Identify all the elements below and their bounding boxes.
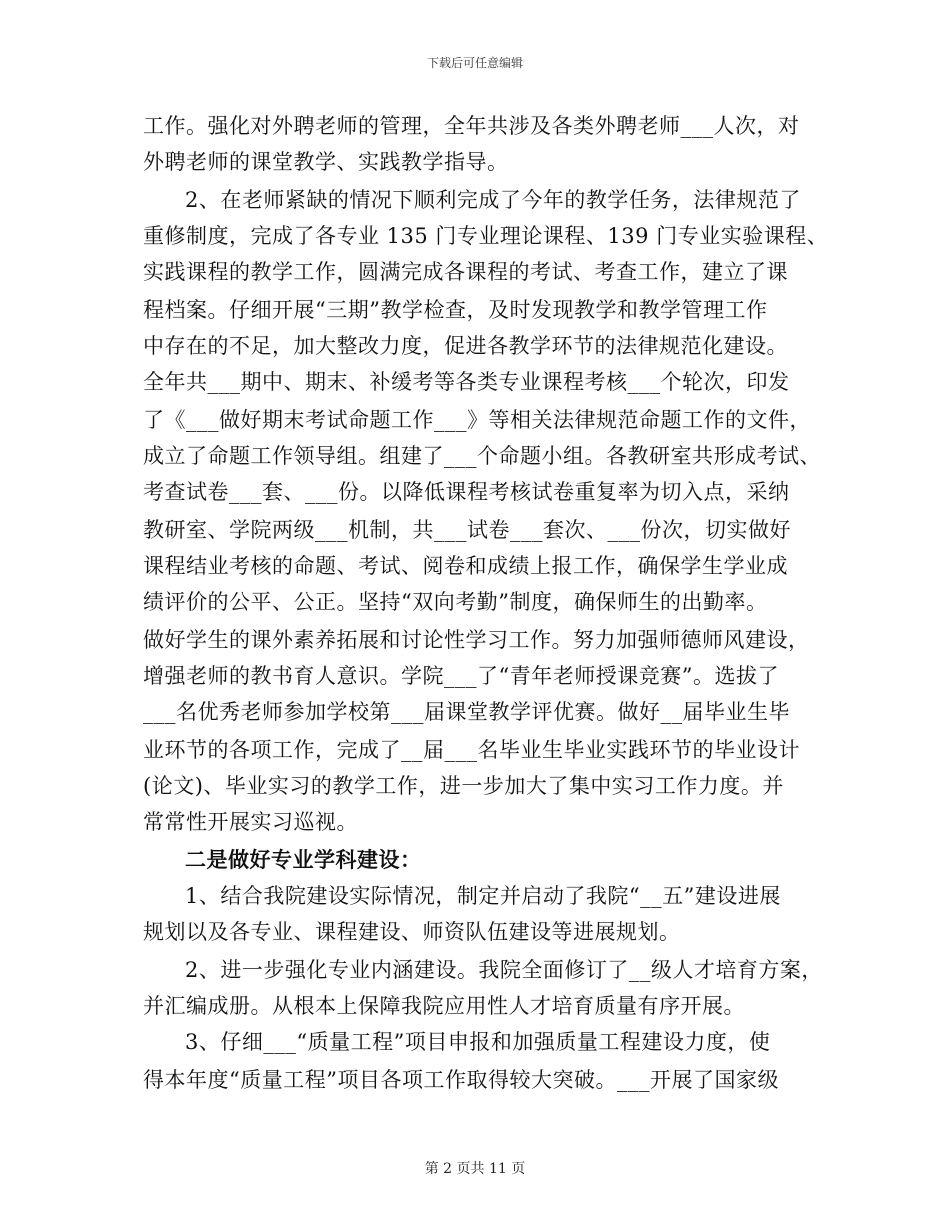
body-line: 做好学生的课外素养拓展和讨论性学习工作。努力加强师德师风建设，	[143, 628, 810, 652]
page-footer: 第 2 页共 11 页	[424, 1161, 526, 1177]
body-line: 1、结合我院建设实际情况，制定并启动了我院“__五”建设进展	[185, 884, 781, 908]
body-line: 业环节的各项工作，完成了__届___名毕业生毕业实践环节的毕业设计	[143, 738, 800, 762]
body-line: 外聘老师的课堂教学、实践教学指导。	[143, 150, 509, 174]
body-line: (论文)、毕业实习的教学工作，进一步加大了集中实习工作力度。并	[143, 774, 784, 798]
body-line: 考查试卷___套、___份。以降低课程考核试卷重复率为切入点，采纳	[143, 480, 790, 504]
body-line: ___名优秀老师参加学校第___届课堂教学评优赛。做好__届毕业生毕	[143, 700, 790, 724]
body-line: 2、在老师紧缺的情况下顺利完成了今年的教学任务，法律规范了	[185, 188, 801, 212]
body-line: 中存在的不足，加大整改力度，促进各教学环节的法律规范化建设。	[143, 334, 788, 358]
body-line: 成立了命题工作领导组。组建了___个命题小组。各教研室共形成考试、	[143, 444, 821, 468]
body-line: 了《___做好期末考试命题工作___》等相关法律规范命题工作的文件，	[143, 408, 811, 432]
page-header: 下载后可任意编辑	[426, 56, 523, 70]
body-line: 绩评价的公平、公正。坚持“双向考勤”制度，确保师生的出勤率。	[143, 590, 768, 614]
body-line: 并汇编成册。从根本上保障我院应用性人才培育质量有序开展。	[143, 994, 745, 1018]
body-line: 3、仔细___“质量工程”项目申报和加强质量工程建设力度，使	[185, 1030, 771, 1054]
body-line: 教研室、学院两级___机制，共___试卷___套次、___份次，切实做好	[143, 518, 791, 542]
body-line: 规划以及各专业、课程建设、师资队伍建设等进展规划。	[143, 920, 681, 944]
body-line: 增强老师的教书育人意识。学院___了“青年老师授课竞赛”。选拔了	[143, 664, 779, 688]
body-line: 常常性开展实习巡视。	[143, 810, 358, 834]
body-line: 重修制度，完成了各专业 135 门专业理论课程、139 门专业实验课程、	[143, 224, 829, 248]
body-line: 得本年度“质量工程”项目各项工作取得较大突破。___开展了国家级	[143, 1068, 779, 1092]
body-line: 实践课程的教学工作，圆满完成各课程的考试、考查工作，建立了课	[143, 260, 788, 284]
section-heading: 二是做好专业学科建设：	[185, 847, 422, 872]
body-line: 程档案。仔细开展“三期”教学检查，及时发现教学和教学管理工作	[143, 298, 768, 322]
body-line: 课程结业考核的命题、考试、阅卷和成绩上报工作，确保学生学业成	[143, 554, 788, 578]
body-line: 工作。强化对外聘老师的管理，全年共涉及各类外聘老师___人次，对	[143, 114, 800, 138]
body-line: 全年共___期中、期末、补缓考等各类专业课程考核___个轮次，印发	[143, 370, 790, 394]
body-line: 2、进一步强化专业内涵建设。我院全面修订了__级人才培育方案，	[185, 958, 823, 982]
